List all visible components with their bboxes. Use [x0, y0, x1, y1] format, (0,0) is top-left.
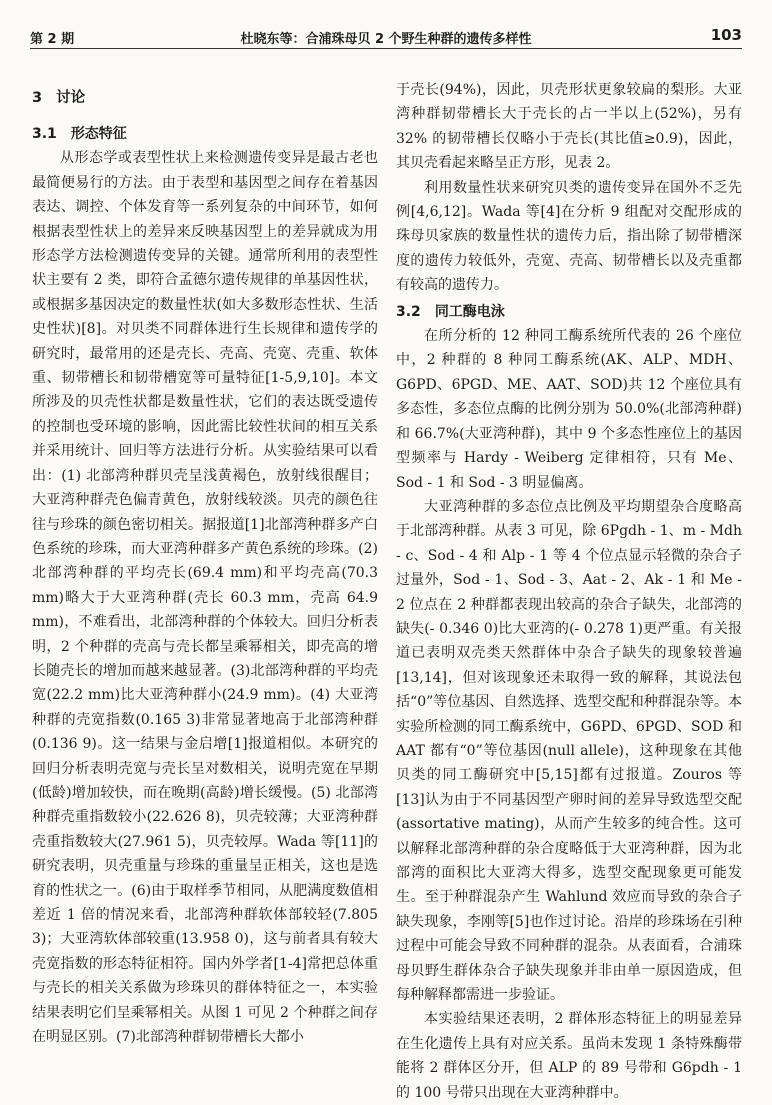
subsection-number: 3.1: [32, 126, 57, 142]
section-title: 讨论: [56, 90, 86, 106]
subsection-title: 同工酶电泳: [434, 303, 505, 320]
right-column: [396, 78, 742, 1105]
subsection-number: 3.2: [396, 303, 421, 320]
issue-label: 第 2 期: [30, 32, 75, 47]
subsection-heading-morphology: [32, 122, 378, 146]
left-column: [32, 78, 378, 1049]
running-header: [30, 24, 742, 49]
section-heading: [32, 86, 378, 110]
section-number: 3: [32, 90, 43, 106]
subsection-title: 形态特征: [70, 126, 127, 142]
subsection-heading-isozyme: [396, 300, 742, 324]
body-paragraph: 大亚湾种群的多态位点比例及平均期望杂合度略高于北部湾种群。从表 3 可见，除 6Pgdh - 1、m - Mdh - c、Sod - 4 和 Alp - 1 等 4 个位点显示轻微的杂合子过量外，Sod - 1、Sod - 3、Aat - 2、Ak - 1 和 Me - 2 位点在 2 种群都表现出较高的杂合子缺失，北部湾的缺失(- 0.346 0)比大亚湾的(- 0.278 1)更严重。有关报道已表明双壳类天然群体中杂合子缺失的现象较普遍[13,14]，但对该现象还未取得一致的解释，其说法包括“0”等位基因、自然选择、选型交配和种群混杂等。本实验所检测的同工酶系统中，G6PD、6PGD、SOD 和 AAT 都有“0”等位基因(null allele)，这种现象在其他贝类的同工酶研究中[5,15]都有过报道。Zouros 等[13]认为由于不同基因型产卵时间的差异导致选型交配(assortative mating)，从而产生较多的纯合性。这可以解释北部湾种群的杂合度略低于大亚湾种群，因为北部湾的面积比大亚湾大得多，选型交配现象更可能发生。至于种群混杂产生 Wahlund 效应而导致的杂合子缺失现象，李刚等[5]也作过讨论。沿岸的珍珠场在引种过程中可能会导致不同种群的混杂。从表面看，合浦珠母贝野生群体杂合子缺失现象并非由单一原因造成，但每种解释都需进一步验证。: [396, 498, 742, 1004]
page-number: 103: [710, 26, 742, 44]
body-paragraph: 从形态学或表型性状上来检测遗传变异是最古老也最简便易行的方法。由于表型和基因型之间存在着基因表达、调控、个体发育等一系列复杂的中间环节，如何根据表型性状上的差异来反映基因型上的差异就成为用形态学方法检测遗传变异的关键。通常所利用的表型性状主要有 2 类，即符合孟德尔遗传规律的单基因性状，或根据多基因决定的数量性状(如大多数形态性状、生活史性状)[8]。对贝类不同群体进行生长规律和遗传学的研究时，最常用的还是壳长、壳高、壳宽、壳重、软体重、韧带槽长和韧带槽宽等可量特征[1-5,9,10]。本文所涉及的贝壳性状都是数量性状，它们的表达既受遗传的控制也受环境的影响，因此需比较性状间的相互关系并采用统计、回归等方法进行分析。从实验结果可以看出：(1) 北部湾种群贝壳呈浅黄褐色，放射线很醒目；大亚湾种群壳色偏青黄色，放射线较淡。贝壳的颜色往往与珍珠的颜色密切相关。据报道[1]北部湾种群多产白色系统的珍珠，而大亚湾种群多产黄色系统的珍珠。(2) 北部湾种群的平均壳长(69.4 mm)和平均壳高(70.3 mm)略大于大亚湾种群(壳长 60.3 mm，壳高 64.9 mm)，不难看出，北部湾种群的个体较大。回归分析表明，2 个种群的壳高与壳长都呈乘幂相关，即壳高的增长随壳长的增加而越来越显著。(3)北部湾种群的平均壳宽(22.2 mm)比大亚湾种群小(24.9 mm)。(4) 大亚湾种群的壳宽指数(0.165 3)非常显著地高于北部湾种群(0.136 9)。这一结果与金启增[1]报道相似。本研究的回归分析表明壳宽与壳长呈对数相关，说明壳宽在早期(低龄)增加较快，而在晚期(高龄)增长缓慢。(5) 北部湾种群壳重指数较小(22.626 8)，贝壳较薄；大亚湾种群壳重指数较大(27.961 5)，贝壳较厚。Wada 等[11]的研究表明，贝壳重量与珍珠的重量呈正相关，这也是选育的性状之一。(6)由于取样季节相同，从肥满度数值相差近 1 倍的情况来看，北部湾种群软体部较轻(7.805 3)；大亚湾软体部较重(13.958 0)，这与前者具有较大壳宽指数的形态特征相符。国内外学者[1-4]常把总体重与壳长的相关关系做为珍珠贝的群体特征之一，本实验结果表明它们呈乘幂相关。从图 1 可见 2 个种群之间存在明显区别。(7)北部湾种群韧带槽长大都小: [32, 150, 378, 1046]
body-paragraph: 本实验结果还表明，2 群体形态特征上的明显差异在生化遗传上具有对应关系。虽尚未发现 1 条特殊酶带能将 2 群体区分开，但 ALP 的 89 号带和 G6pdh - 1 的 100 号带只出现在大亚湾种群中。: [396, 1011, 742, 1101]
body-paragraph: 于壳长(94%)，因此，贝壳形状更象较扁的梨形。大亚湾种群韧带槽长大于壳长的占一半以上(52%)，另有 32% 的韧带槽长仅略小于壳长(其比值≥0.9)，因此，其贝壳看起来略呈正方形，见表 2。: [396, 82, 742, 172]
running-title: 杜晓东等：合浦珠母贝 2 个野生种群的遗传多样性: [240, 32, 532, 47]
body-paragraph: 利用数量性状来研究贝类的遗传变异在国外不乏先例[4,6,12]。Wada 等[4]在分析 9 组配对交配形成的珠母贝家族的数量性状的遗传力后，指出除了韧带槽深度的遗传力较低外，壳宽、壳高、韧带槽长以及壳重都有较高的遗传力。: [396, 179, 742, 294]
body-paragraph: 在所分析的 12 种同工酶系统所代表的 26 个座位中，2 种群的 8 种同工酶系统(AK、ALP、MDH、G6PD、6PGD、ME、AAT、SOD)共 12 个座位具有多态性，多态位点酶的比例分别为 50.0%(北部湾种群)和 66.7%(大亚湾种群)，其中 9 个多态性座位上的基因型频率与 Hardy - Weiberg 定律相符，只有 Me、Sod - 1 和 Sod - 3 明显偏离。: [396, 328, 742, 491]
